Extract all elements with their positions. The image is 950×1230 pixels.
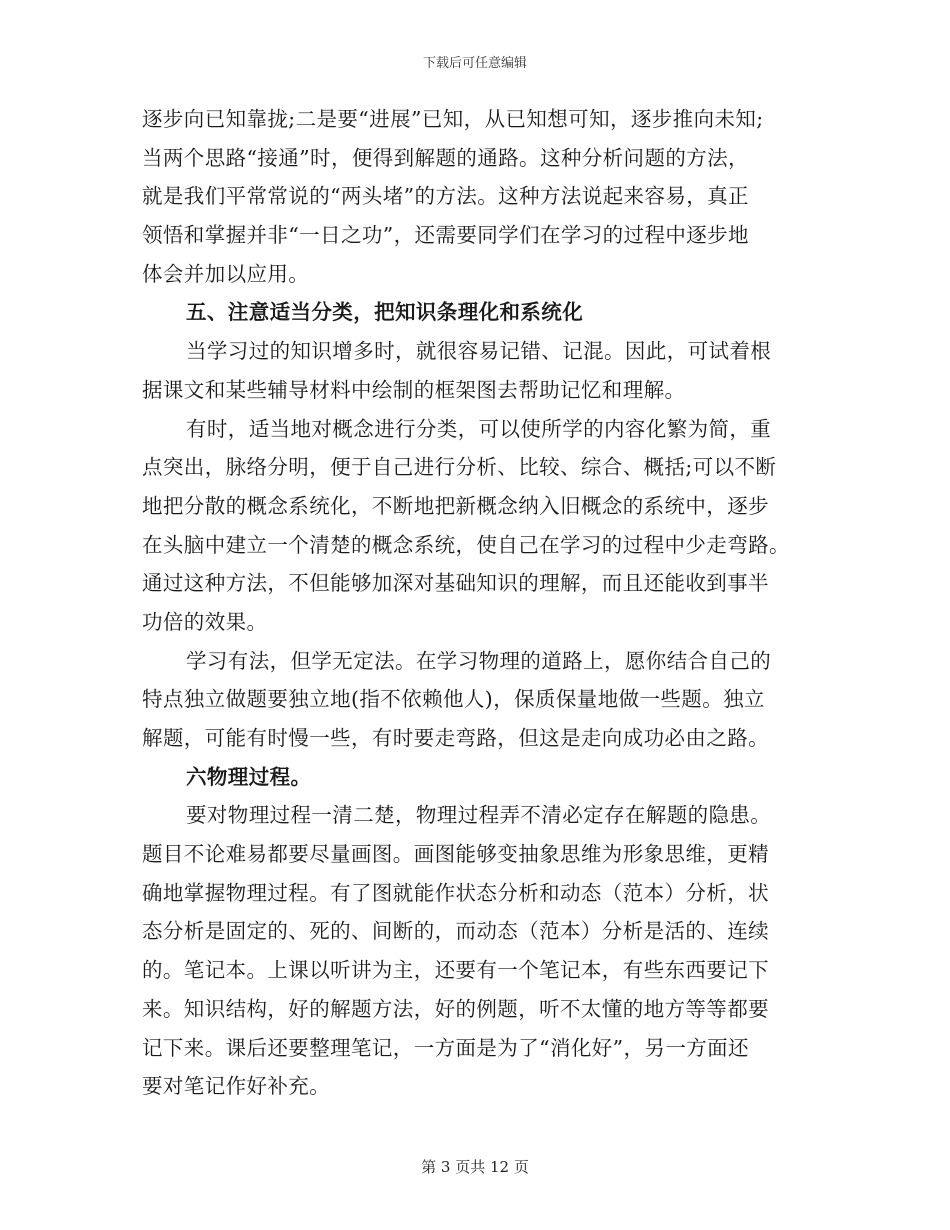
text-line: 就是我们平常常说的“两头堵”的方法。这种方法说起来容易，真正 [142,184,749,209]
text-line: 体会并加以应用。 [142,261,310,286]
text-line: 记下来。课后还要整理笔记，一方面是为了“消化好”，另一方面还 [142,1035,749,1060]
text-line: 来。知识结构，好的解题方法，好的例题，听不太懂的地方等等都要 [142,996,769,1021]
section-heading-6: 六物理过程。 [186,764,312,789]
text-line: 当两个思路“接通”时，便得到解题的通路。这种分析问题的方法， [142,145,749,170]
text-line: 据课文和某些辅导材料中绘制的框架图去帮助记忆和理解。 [142,377,686,402]
text-line: 地把分散的概念系统化，不断地把新概念纳入旧概念的系统中，逐步 [142,493,769,518]
text-line: 逐步向已知靠拢;二是要“进展”已知，从已知想可知，逐步推向未知; [142,107,764,131]
text-line: 功倍的效果。 [142,609,268,634]
text-line: 确地掌握物理过程。有了图就能作状态分析和动态（范本）分析，状 [142,880,769,905]
text-line: 解题，可能有时慢一些，有时要走弯路，但这是走向成功必由之路。 [142,726,769,750]
text-line: 特点独立做题要独立地(指不依赖他人)，保质保量地做一些题。独立 [142,687,765,712]
text-line: 有时，适当地对概念进行分类，可以使所学的内容化繁为简，重 [186,416,772,441]
text-line: 通过这种方法，不但能够加深对基础知识的理解，而且还能收到事半 [142,571,769,596]
page-header: 下载后可任意编辑 [422,56,527,71]
page-footer: 第 3 页共 12 页 [421,1158,529,1176]
document-body [142,100,812,1106]
text-line: 要对物理过程一清二楚，物理过程弄不清必定存在解题的隐患。 [186,803,772,828]
text-line: 态分析是固定的、死的、间断的，而动态（范本）分析是活的、连续 [142,919,769,944]
text-line: 题目不论难易都要尽量画图。画图能够变抽象思维为形象思维，更精 [142,842,769,867]
section-heading-5: 五、注意适当分类，把知识条理化和系统化 [186,300,584,325]
text-line: 点突出，脉络分明，便于自己进行分析、比较、综合、概括;可以不断 [142,455,777,480]
text-line: 领悟和掌握并非“一日之功”，还需要同学们在学习的过程中逐步地 [142,223,749,248]
text-line: 当学习过的知识增多时，就很容易记错、记混。因此，可试着根 [186,339,772,364]
text-line: 要对笔记作好补充。 [142,1074,331,1099]
text-line: 学习有法，但学无定法。在学习物理的道路上，愿你结合自己的 [186,648,772,673]
text-line: 的。笔记本。上课以听讲为主，还要有一个笔记本，有些东西要记下 [142,958,769,983]
text-line: 在头脑中建立一个清楚的概念系统，使自己在学习的过程中少走弯路。 [142,532,790,557]
